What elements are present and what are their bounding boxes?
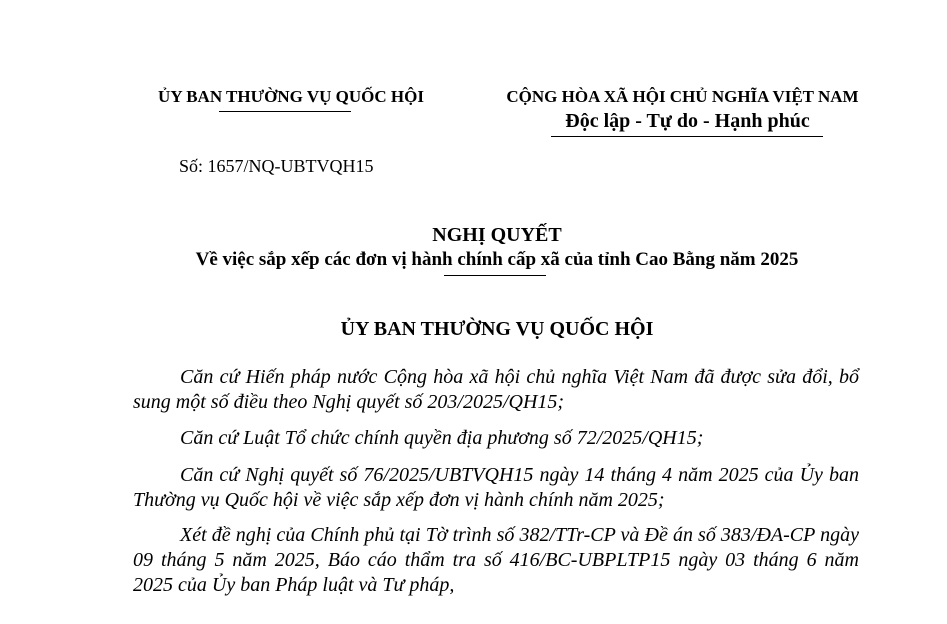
agency-underline [219, 111, 351, 112]
motto-underline [551, 136, 823, 137]
document-title: NGHỊ QUYẾT [432, 224, 562, 246]
preamble-paragraph: Căn cứ Nghị quyết số 76/2025/UBTVQH15 ngày 14 tháng 4 năm 2025 của Ủy ban Thường vụ Quốc hội về việc sắp xếp đơn vị hành chính năm 2025; [133, 464, 859, 511]
issuer-heading: ỦY BAN THƯỜNG VỤ QUỐC HỘI [340, 318, 654, 340]
preamble-paragraph: Căn cứ Luật Tổ chức chính quyền địa phương số 72/2025/QH15; [180, 427, 704, 449]
national-motto: Độc lập - Tự do - Hạnh phúc [565, 110, 810, 132]
subtitle-underline [444, 275, 546, 276]
preamble-paragraph: Căn cứ Hiến pháp nước Cộng hòa xã hội chủ nghĩa Việt Nam đã được sửa đổi, bổ sung một số điều theo Nghị quyết số 203/2025/QH15; [133, 366, 859, 413]
preamble-paragraph: Xét đề nghị của Chính phủ tại Tờ trình số 382/TTr-CP và Đề án số 383/ĐA-CP ngày 09 tháng 5 năm 2025, Báo cáo thẩm tra số 416/BC-UBPLTP15 ngày 03 tháng 6 năm 2025 của Ủy ban Pháp luật và Tư pháp, [133, 524, 859, 596]
document-number: Số: 1657/NQ-UBTVQH15 [179, 156, 374, 176]
national-title: CỘNG HÒA XÃ HỘI CHỦ NGHĨA VIỆT NAM [506, 87, 859, 106]
issuing-agency: ỦY BAN THƯỜNG VỤ QUỐC HỘI [158, 87, 424, 106]
document-subtitle: Về việc sắp xếp các đơn vị hành chính cấp xã của tỉnh Cao Bằng năm 2025 [195, 249, 799, 270]
